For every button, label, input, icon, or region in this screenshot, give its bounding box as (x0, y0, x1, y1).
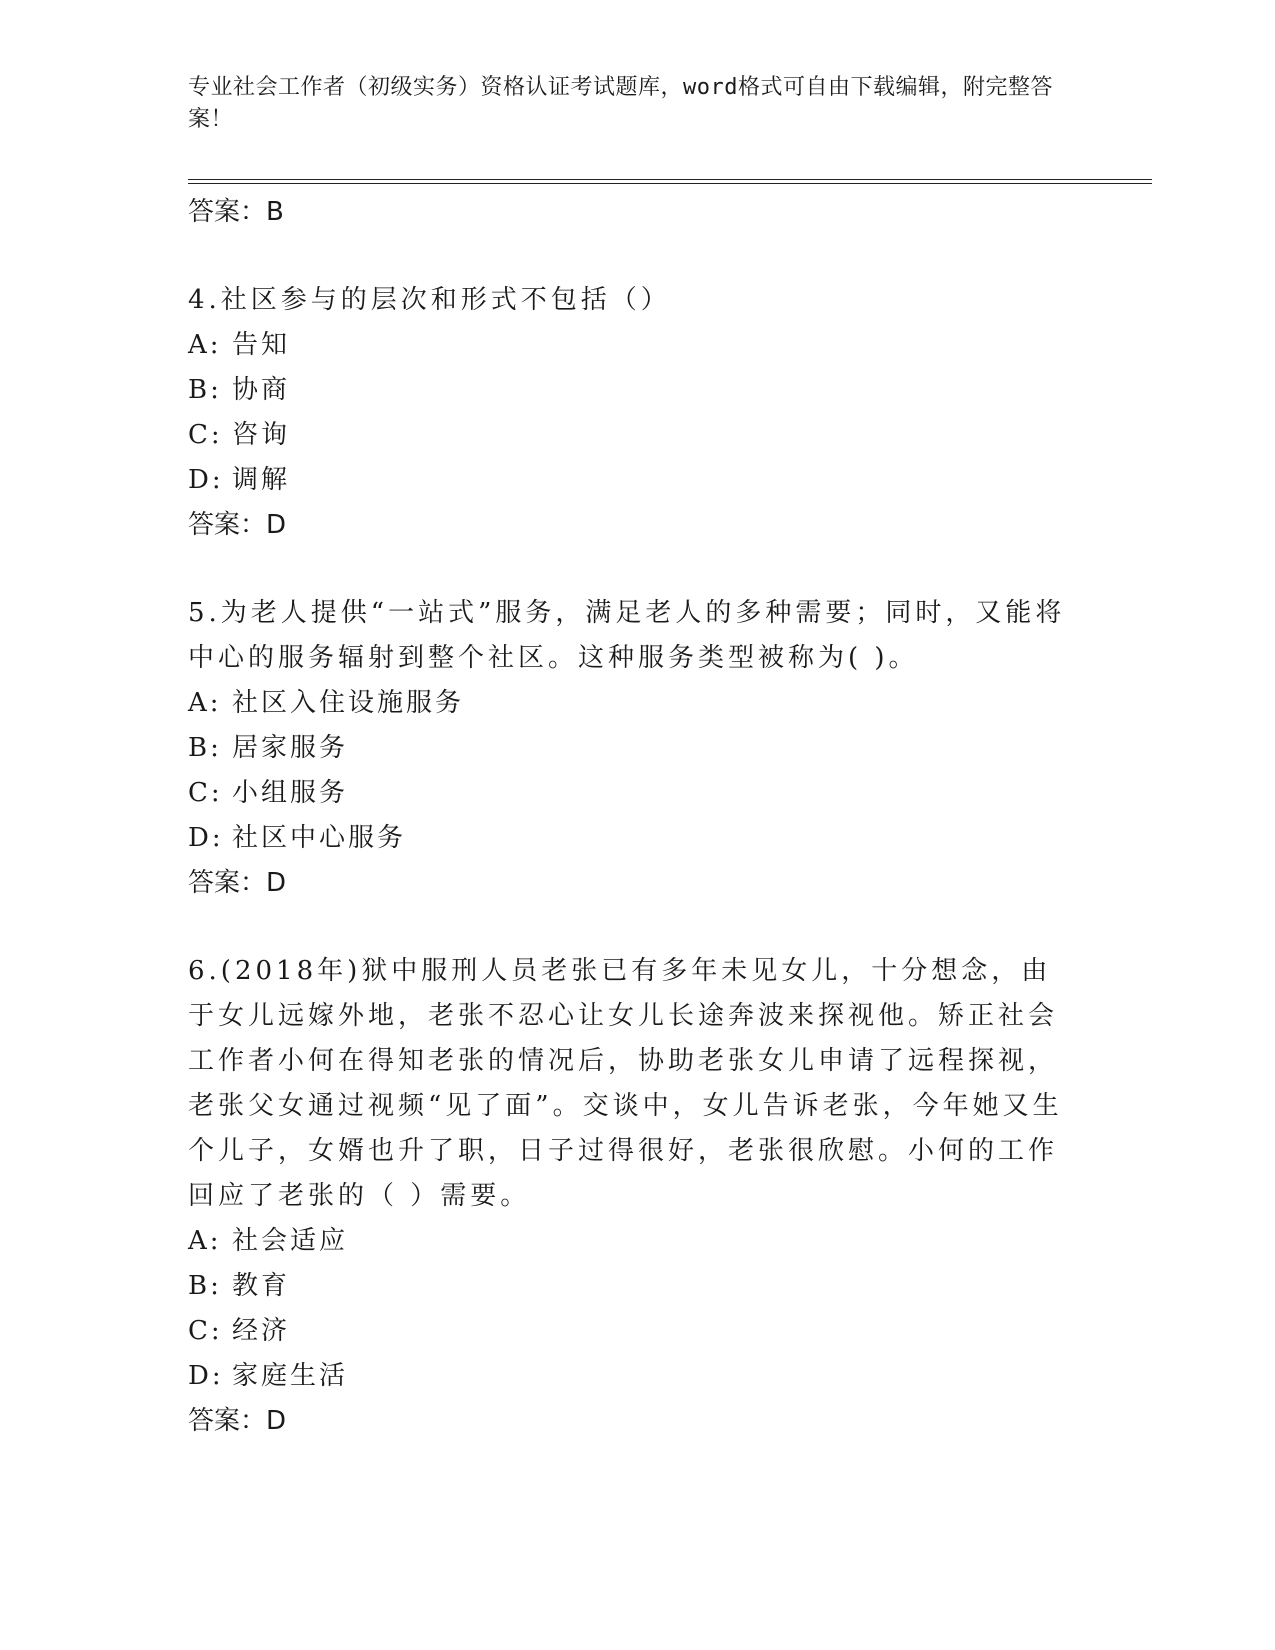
option-text: 社区入住设施服务 (232, 688, 465, 718)
option-text: 调解 (232, 465, 291, 495)
option-c (188, 771, 1088, 816)
option-b (188, 726, 1088, 771)
option-d (188, 816, 1088, 861)
question-text: 6.(2018年)狱中服刑人员老张已有多年未见女儿，十分想念，由于女儿远嫁外地，老张不忍心让女儿长途奔波来探视他。矫正社会工作者小何在得知老张的情况后，协助老张女儿申请了远程探视，老张父女通过视频“见了面”。交谈中，女儿告诉老张，今年她又生个儿子，女婿也升了职，日子过得很好，老张很欣慰。小何的工作回应了老张的（ ）需要。 (188, 956, 1063, 1211)
option-d (188, 458, 1088, 503)
option-a (188, 681, 1088, 726)
option-text: 小组服务 (232, 778, 349, 808)
question-4 (188, 278, 1088, 547)
option-key: D: (188, 465, 224, 495)
question-5 (188, 591, 1088, 905)
option-key: D: (188, 1361, 224, 1391)
answer-line: 答案：B (188, 197, 284, 227)
option-text: 经济 (232, 1316, 291, 1346)
option-text: 居家服务 (232, 733, 349, 763)
answer-line: 答案：D (188, 510, 287, 540)
option-b (188, 368, 1088, 413)
option-c (188, 1309, 1088, 1354)
option-text: 告知 (232, 330, 291, 360)
option-key: B: (188, 1271, 222, 1301)
question-text: 5.为老人提供“一站式”服务，满足老人的多种需要；同时，又能将中心的服务辐射到整个社区。这种服务类型被称为( )。 (188, 598, 1066, 673)
option-key: C: (188, 420, 223, 450)
option-key: A: (188, 330, 222, 360)
option-text: 家庭生活 (232, 1361, 349, 1391)
option-key: A: (188, 1226, 222, 1256)
answer-line: 答案：D (188, 868, 287, 898)
option-key: B: (188, 375, 222, 405)
option-text: 协商 (232, 375, 291, 405)
option-d (188, 1354, 1088, 1399)
option-text: 咨询 (232, 420, 291, 450)
option-a (188, 323, 1088, 368)
option-text: 教育 (232, 1271, 291, 1301)
option-text: 社区中心服务 (232, 823, 407, 853)
option-b (188, 1264, 1088, 1309)
option-text: 社会适应 (232, 1226, 349, 1256)
option-key: A: (188, 688, 222, 718)
question-6 (188, 949, 1088, 1443)
answer-line: 答案：D (188, 1406, 287, 1436)
option-key: C: (188, 1316, 223, 1346)
option-c (188, 413, 1088, 458)
option-key: C: (188, 778, 223, 808)
option-key: D: (188, 823, 224, 853)
question-text: 4.社区参与的层次和形式不包括（） (188, 285, 671, 315)
option-a (188, 1219, 1088, 1264)
document-body (188, 190, 1088, 1443)
option-key: B: (188, 733, 222, 763)
document-header: 专业社会工作者（初级实务）资格认证考试题库，word格式可自由下载编辑，附完整答案！ (188, 75, 1053, 132)
header-divider (188, 179, 1152, 184)
